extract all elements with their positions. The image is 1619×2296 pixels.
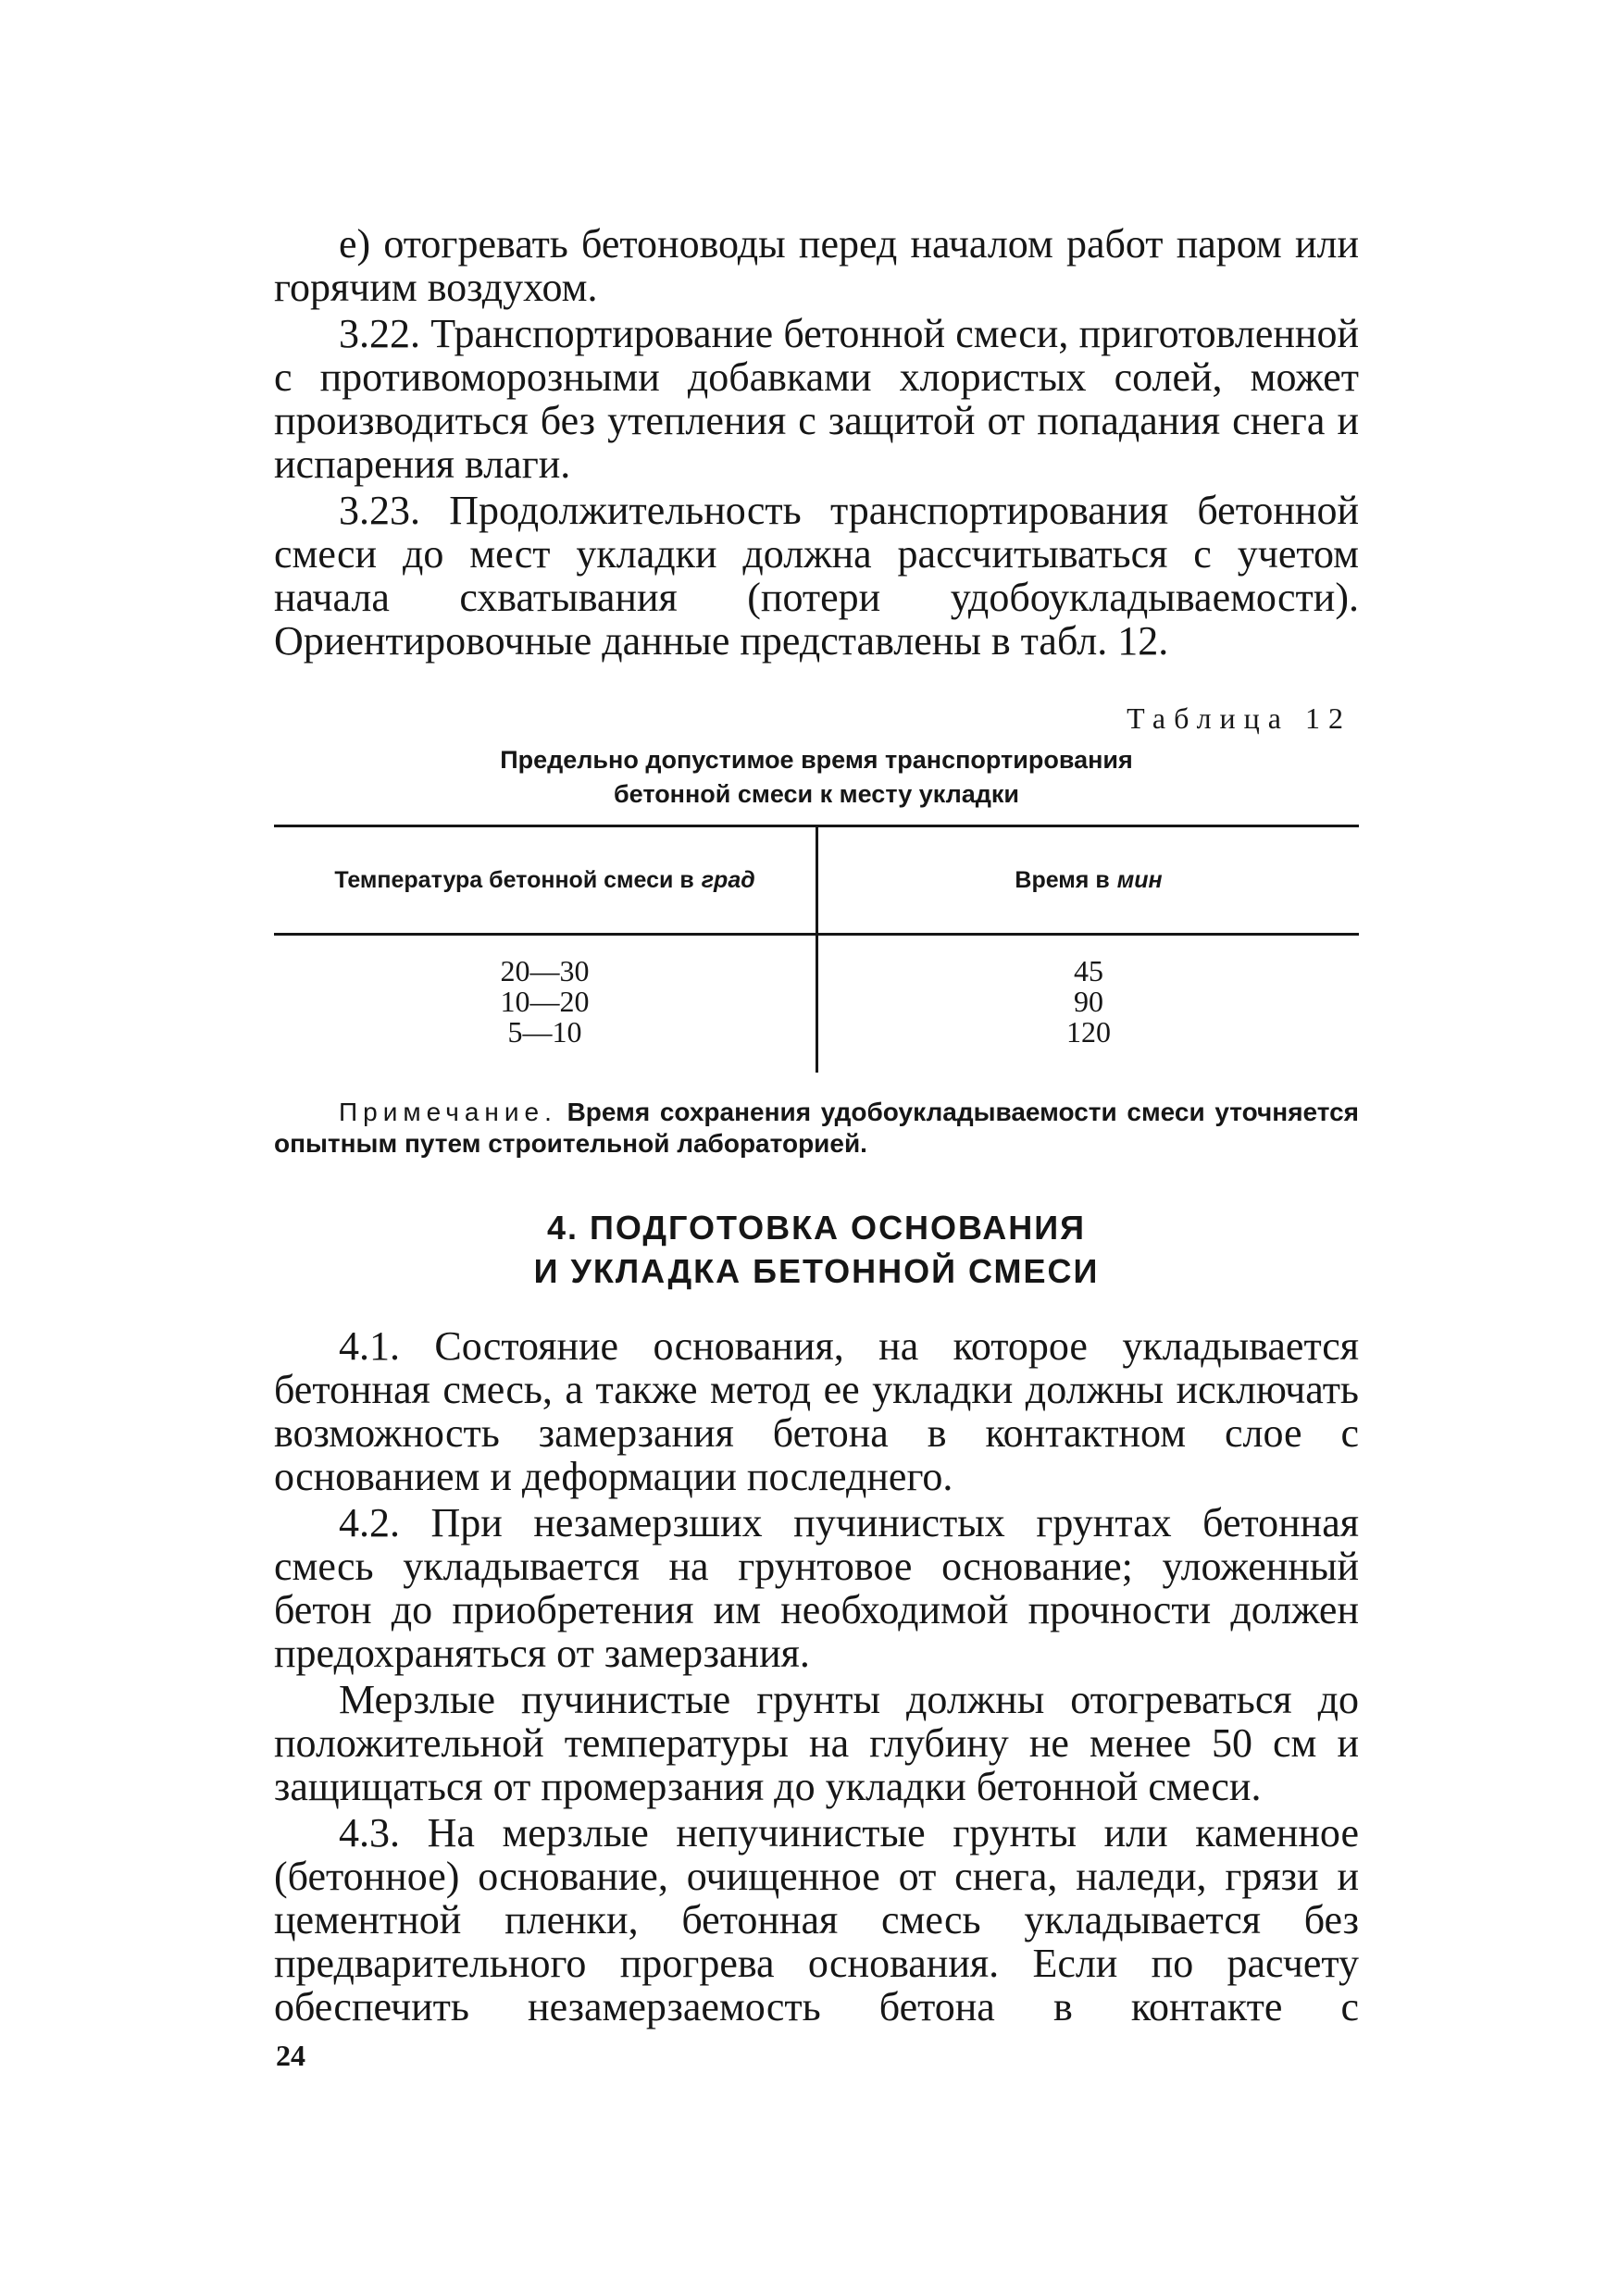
table-cell: 10—20 (500, 985, 590, 1018)
table-cell: 45 (1074, 954, 1103, 987)
table-cell: 90 (1074, 985, 1103, 1018)
section-heading-line-1: 4. ПОДГОТОВКА ОСНОВАНИЯ (546, 1209, 1087, 1247)
table-caption: Таблица 12 (1127, 701, 1351, 735)
paragraph-4-3: 4.3. На мерзлые непучинистые грунты или каменное (бетонное) основание, очищенное от снега, наледи, грязи и цементной пленки, бетонная смесь укладывается без предварительного прогрева основания. Если по расчету обеспечить незамерзаемость бетона в контакте с (274, 1810, 1359, 2029)
table-header-time-unit: мин (1116, 866, 1163, 893)
table-header-time-label: Время в (1015, 866, 1110, 893)
table-header-temperature-unit: град (701, 866, 755, 893)
paragraph-4-1: 4.1. Состояние основания, на которое укладывается бетонная смесь, а также метод ее укладки должны исключать возможность замерзания бетона в контактном слое с основанием и деформации последнего. (274, 1323, 1359, 1499)
table-cell: 120 (1066, 1015, 1111, 1049)
page-content (274, 222, 1359, 2029)
table-header-temperature-label: Температура бетонной смеси в (334, 866, 694, 893)
transport-time-table (274, 825, 1359, 1073)
table-title (274, 743, 1359, 812)
section-heading (274, 1206, 1359, 1293)
table-title-line-2: бетонной смеси к месту укладки (613, 780, 1020, 808)
table-cell: 5—10 (507, 1015, 582, 1049)
table-column-time (818, 956, 1359, 1048)
table-header-time (818, 827, 1359, 933)
table-cell: 20—30 (500, 954, 590, 987)
table-column-temperature (274, 956, 816, 1048)
section-heading-line-2: И УКЛАДКА БЕТОННОЙ СМЕСИ (533, 1252, 1100, 1290)
table-note (274, 1097, 1359, 1160)
table-title-line-1: Предельно допустимое время транспортирования (500, 746, 1133, 774)
table-header-temperature (274, 827, 816, 933)
table-note-label: Примечание. (339, 1098, 557, 1126)
paragraph-3-21-e: е) отогревать бетоноводы перед началом работ паром или горячим воздухом. (274, 221, 1359, 310)
table-note-text: Время сохранения удобоукладываемости смеси уточняется опытным путем строительной лабораторией. (274, 1098, 1360, 1158)
paragraph-4-2-cont: Мерзлые пучинистые грунты должны отогреваться до положительной температуры на глубину не менее 50 см и защищаться от промерзания до укладки бетонной смеси. (274, 1677, 1359, 1809)
paragraph-3-23: 3.23. Продолжительность транспортирования бетонной смеси до мест укладки должна рассчитываться с учетом начала схватывания (потери удобоукладываемости). Ориентировочные данные представлены в табл. 12. (274, 488, 1359, 664)
paragraph-3-22: 3.22. Транспортирование бетонной смеси, приготовленной с противоморозными добавками хлористых солей, может производиться без утепления с защитой от попадания снега и испарения влаги. (274, 311, 1359, 487)
paragraph-4-2: 4.2. При незамерзших пучинистых грунтах бетонная смесь укладывается на грунтовое основание; уложенный бетон до приобретения им необходимой прочности должен предохраняться от замерзания. (274, 1500, 1359, 1676)
page-number: 24 (276, 2039, 305, 2072)
